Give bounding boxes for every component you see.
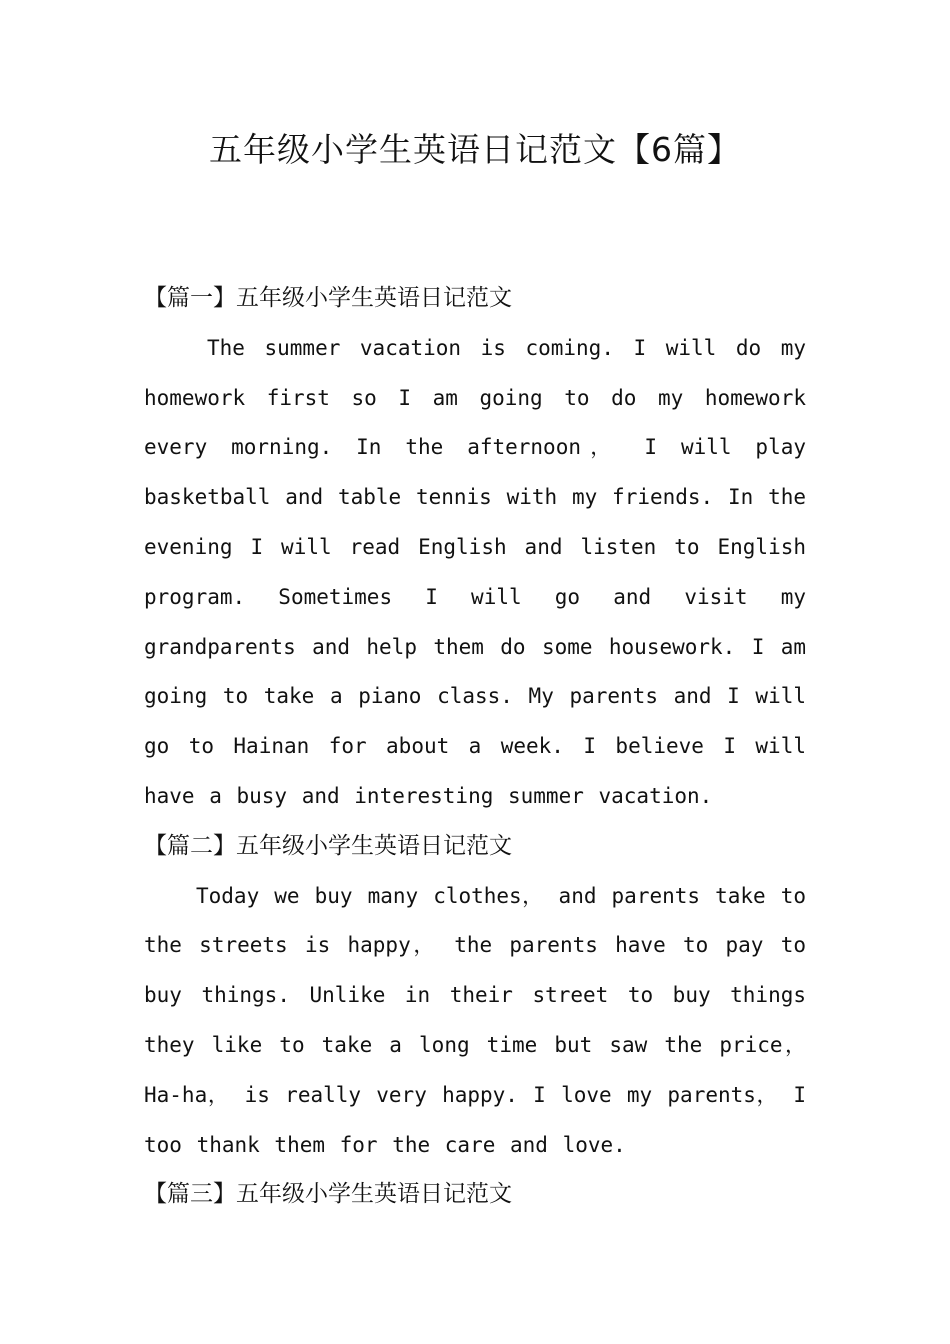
section-heading-3: 【篇三】五年级小学生英语日记范文 <box>144 1181 512 1208</box>
section-body-1: The summer vacation is coming. I will do my homework first so I am going to do my homework every morning. In the afternoon， I will play basketball and table tennis with my friends. In the evening I will read English and listen to English program. Sometimes I will go and visit my grandparents and help them do some housework. I am going to take a piano class. My parents and I will go to Hainan for about a week. I believe I will have a busy and interesting summer vacation. <box>144 335 806 808</box>
section-heading-1: 【篇一】五年级小学生英语日记范文 <box>144 285 512 311</box>
document-title: 五年级小学生英语日记范文【6篇】 <box>209 130 741 169</box>
document-content <box>144 274 806 1220</box>
section-body-2: Today we buy many clothes， and parents take to the streets is happy， the parents have to pay to buy things. Unlike in their street to buy things they like to take a long time but saw the price， Ha-ha， is really very happy. I love my parents， I too thank them for the care and love. <box>144 883 806 1157</box>
section-heading-2: 【篇二】五年级小学生英语日记范文 <box>144 832 512 859</box>
